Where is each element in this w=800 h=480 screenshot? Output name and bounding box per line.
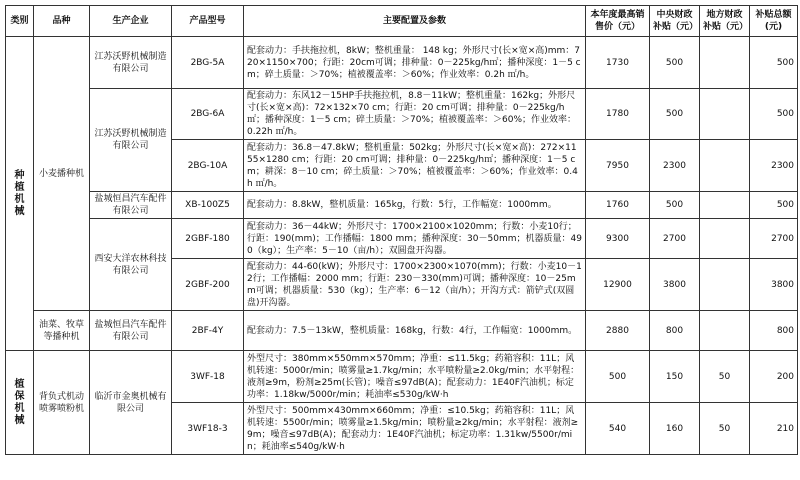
header-price: 本年度最高销售价（元） xyxy=(586,6,650,37)
model-cell: 2BG-6A xyxy=(172,89,244,140)
company-cell: 江苏沃野机械制造有限公司 xyxy=(90,37,172,89)
header-total-subsidy: 补贴总额(元) xyxy=(750,6,798,37)
variety-cell: 小麦播种机 xyxy=(34,37,90,311)
spec-cell: 配套动力：7.5－13kW，整机质量：168kg，行数：4行，工作幅宽：1000mm。 xyxy=(244,311,586,351)
table-row xyxy=(6,89,798,140)
price-cell: 2880 xyxy=(586,311,650,351)
spec-cell: 外型尺寸：380mm×550mm×570mm；净重：≤11.5kg；药箱容积：11L；风机转速：5000r/min；喷雾量≥1.7kg/min；水平喷粉量≥2.0kg/min；水平射程：液剂≥9m，粉剂≥25m(长管)；噪音≤97dB(A)；配套动力：1E40F汽油机；标定功率：1.18kw/5000r/min；耗油率≤530g/kW·h xyxy=(244,351,586,403)
price-cell: 1760 xyxy=(586,192,650,219)
header-variety: 品种 xyxy=(34,6,90,37)
spec-cell: 配套动力：手扶拖拉机，8kW；整机重量： 148 kg；外形尺寸(长×宽×高)mm：720×1150×700；行距：20cm可调；排种量：0－225kg/h㎡；播种深度：1－5 cm；碎土质量：＞70%；植被覆盖率：＞60%；作业效率：0.2h ㎡/h。 xyxy=(244,37,586,89)
company-cell: 盐城恒昌汽车配件有限公司 xyxy=(90,311,172,351)
spec-cell: 配套动力：44-60(kW)；外形尺寸：1700×2300×1070(mm)；行数：小麦10－12行；工作播幅：2000 mm；行距：230－330(mm)可调；播种深度：10－25mm可调；机器质量：530（kg）；生产率：6－12（亩/h）；开沟方式：箭铲式(双圆盘)开沟器。 xyxy=(244,259,586,311)
model-cell: 2BG-10A xyxy=(172,140,244,192)
table-row xyxy=(6,311,798,351)
company-cell: 江苏沃野机械制造有限公司 xyxy=(90,89,172,192)
table-row xyxy=(6,192,798,219)
local-subsidy-cell xyxy=(700,140,750,192)
price-cell: 540 xyxy=(586,403,650,455)
model-cell: 3WF-18 xyxy=(172,351,244,403)
table-row xyxy=(6,37,798,89)
local-subsidy-cell xyxy=(700,259,750,311)
total-subsidy-cell: 2300 xyxy=(750,140,798,192)
price-cell: 9300 xyxy=(586,219,650,259)
central-subsidy-cell: 500 xyxy=(650,89,700,140)
header-spec: 主要配置及参数 xyxy=(244,6,586,37)
model-cell: 3WF18-3 xyxy=(172,403,244,455)
variety-cell: 背负式机动喷雾喷粉机 xyxy=(34,351,90,455)
model-cell: 2BF-4Y xyxy=(172,311,244,351)
model-cell: 2GBF-180 xyxy=(172,219,244,259)
header-central-subsidy: 中央财政补贴（元） xyxy=(650,6,700,37)
central-subsidy-cell: 160 xyxy=(650,403,700,455)
header-company: 生产企业 xyxy=(90,6,172,37)
total-subsidy-cell: 200 xyxy=(750,351,798,403)
local-subsidy-cell xyxy=(700,311,750,351)
price-cell: 500 xyxy=(586,351,650,403)
central-subsidy-cell: 3800 xyxy=(650,259,700,311)
price-cell: 12900 xyxy=(586,259,650,311)
spec-cell: 外型尺寸：500mm×430mm×660mm；净重：≤10.5kg；药箱容积：11L；风机转速：5500r/min；喷雾量≥1.5kg/min；喷粉量≥2kg/min；水平射程：液剂≥9m；噪音≤97dB(A)；配套动力：1E40F汽油机；标定功率：1.31kw/5500r/min；耗油率≤540g/kW·h xyxy=(244,403,586,455)
local-subsidy-cell xyxy=(700,192,750,219)
total-subsidy-cell: 2700 xyxy=(750,219,798,259)
total-subsidy-cell: 3800 xyxy=(750,259,798,311)
header-model: 产品型号 xyxy=(172,6,244,37)
company-cell: 盐城恒昌汽车配件有限公司 xyxy=(90,192,172,219)
header-category: 类别 xyxy=(6,6,34,37)
header-row xyxy=(6,6,798,37)
central-subsidy-cell: 2300 xyxy=(650,140,700,192)
spec-cell: 配套动力：东风12－15HP手扶拖拉机，8.8－11kW；整机重量：162kg；外形尺寸(长×宽×高)：72×132×70 cm；行距：20 cm可调；排种量：0－225kg/h㎡；播种深度：1－5 cm；碎土质量：＞70%；植被覆盖率：＞60%；作业效率：0.22h ㎡/h。 xyxy=(244,89,586,140)
local-subsidy-cell xyxy=(700,37,750,89)
model-cell: 2GBF-200 xyxy=(172,259,244,311)
spec-cell: 配套动力：36.8－47.8kW；整机重量：502kg；外形尺寸(长×宽×高)：272×1155×1280 cm；行距：20 cm可调；排种量：0－225kg/h㎡；播种深度：1－5 cm；耕深：8－10 cm；碎土质量：＞70%；植被覆盖率：＞60%；作业效率：0.4h ㎡/h。 xyxy=(244,140,586,192)
local-subsidy-cell xyxy=(700,89,750,140)
table-row xyxy=(6,219,798,259)
central-subsidy-cell: 800 xyxy=(650,311,700,351)
model-cell: 2BG-5A xyxy=(172,37,244,89)
total-subsidy-cell: 500 xyxy=(750,37,798,89)
local-subsidy-cell: 50 xyxy=(700,403,750,455)
category-cell: 种 植 机 械 xyxy=(6,37,34,351)
price-cell: 7950 xyxy=(586,140,650,192)
central-subsidy-cell: 500 xyxy=(650,192,700,219)
table-row xyxy=(6,351,798,403)
central-subsidy-cell: 500 xyxy=(650,37,700,89)
company-cell: 临沂市金奥机械有限公司 xyxy=(90,351,172,455)
spec-cell: 配套动力：36－44kW；外形尺寸：1700×2100×1020mm；行数：小麦10行；行距：190(mm)；工作播幅：1800 mm；播种深度：30－50mm；机器质量：490（kg）；生产率：5－10（亩/h）；双圆盘开沟器。 xyxy=(244,219,586,259)
total-subsidy-cell: 210 xyxy=(750,403,798,455)
company-cell: 西安大洋农林科技有限公司 xyxy=(90,219,172,311)
subsidy-table xyxy=(5,5,798,455)
total-subsidy-cell: 800 xyxy=(750,311,798,351)
category-cell: 植 保 机 械 xyxy=(6,351,34,455)
header-local-subsidy: 地方财政补贴（元） xyxy=(700,6,750,37)
total-subsidy-cell: 500 xyxy=(750,89,798,140)
price-cell: 1730 xyxy=(586,37,650,89)
local-subsidy-cell xyxy=(700,219,750,259)
spec-cell: 配套动力：8.8kW，整机质量：165kg，行数：5行，工作幅宽：1000mm。 xyxy=(244,192,586,219)
model-cell: XB-100Z5 xyxy=(172,192,244,219)
variety-cell: 油菜、牧草等播种机 xyxy=(34,311,90,351)
central-subsidy-cell: 2700 xyxy=(650,219,700,259)
local-subsidy-cell: 50 xyxy=(700,351,750,403)
price-cell: 1780 xyxy=(586,89,650,140)
central-subsidy-cell: 150 xyxy=(650,351,700,403)
total-subsidy-cell: 500 xyxy=(750,192,798,219)
